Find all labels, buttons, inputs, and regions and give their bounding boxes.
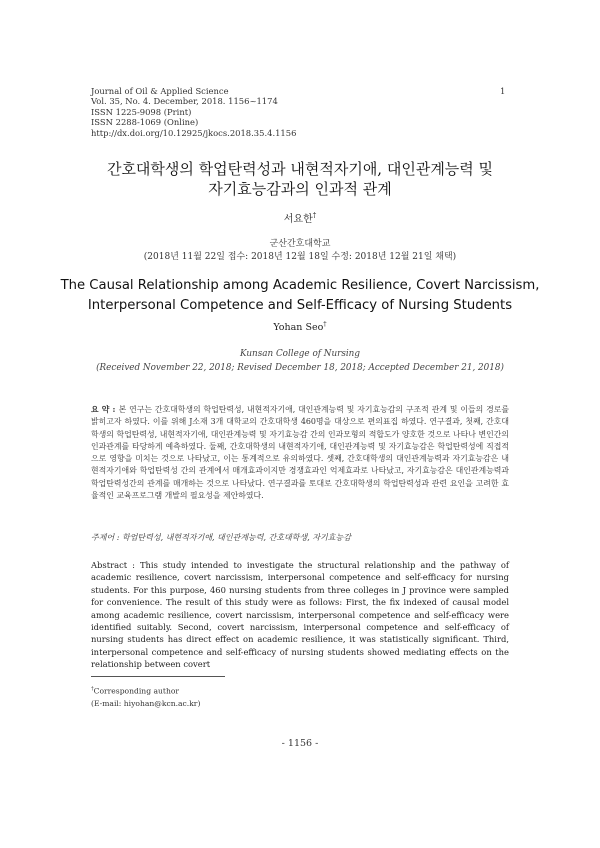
english-author-mark: †	[323, 320, 327, 328]
korean-affiliation-block	[0, 238, 600, 264]
korean-author	[0, 210, 600, 225]
korean-author-name: 서요한	[283, 214, 313, 225]
korean-affiliation: 군산간호대학교	[269, 239, 331, 249]
journal-name: Journal of Oil & Applied Science	[91, 86, 229, 96]
footnote	[91, 683, 200, 710]
footnote-mark: †	[91, 686, 94, 692]
english-abstract-label: Abstract :	[91, 560, 140, 570]
journal-volume: Vol. 35, No. 4. December, 2018. 1156~1174	[91, 96, 278, 107]
english-abstract	[91, 559, 509, 671]
korean-abstract	[91, 404, 509, 502]
english-title-line2: Interpersonal Competence and Self-Efficacy of Nursing Students	[87, 298, 513, 313]
footnote-divider	[91, 676, 225, 677]
journal-info	[91, 86, 296, 138]
korean-keywords: 주제어 : 학업탄력성, 내현적자기애, 대인관계능력, 간호대학생, 자기효능감	[91, 533, 351, 542]
korean-title	[0, 159, 600, 199]
issn-print: ISSN 1225-9098 (Print)	[91, 106, 192, 117]
korean-abstract-label: 요 약 :	[91, 405, 119, 414]
footnote-corresponding: Corresponding author	[93, 686, 180, 696]
korean-dates: (2018년 11월 22일 접수: 2018년 12월 18일 수정: 2018년 12월 21일 채택)	[143, 252, 457, 262]
issn-online: ISSN 2288-1069 (Online)	[91, 117, 199, 128]
english-title-line1: The Causal Relationship among Academic Resilience, Covert Narcissism,	[60, 278, 540, 293]
english-abstract-text: This study intended to investigate the structural relationship and the pathway of academic resilience, covert narcissism, interpersonal competence and self-efficacy for nursing students. For this purpose, 460 nursing students from three colleges in J province were sampled for convenience. The result of this study were as follows: First, the fix indexed of causal model among academic resilience, covert narcissism, interpersonal competence and self-efficacy were identified suitably. Second, covert narcissism, interpersonal competence and self-efficacy of nursing students has direct effect on academic resilience, it was statistically significant. Third, interpersonal competence and self-efficacy of nursing students showed mediating effects on the relationship between covert	[91, 560, 509, 670]
english-affiliation-block	[0, 347, 600, 375]
page-number: - 1156 -	[281, 738, 319, 749]
korean-author-mark: †	[312, 211, 317, 220]
english-author-name: Yohan Seo	[273, 322, 324, 334]
korean-title-line1: 간호대학생의 학업탄력성과 내현적자기애, 대인관계능력 및	[106, 160, 494, 178]
page-marker: 1	[500, 86, 506, 96]
english-author	[0, 320, 600, 333]
english-title	[0, 276, 600, 316]
english-affiliation: Kunsan College of Nursing	[240, 349, 360, 359]
footnote-email: (E-mail: hiyohan@kcn.ac.kr)	[91, 698, 201, 708]
doi-link[interactable]: http://dx.doi.org/10.12925/jkocs.2018.35.4.1156	[91, 127, 297, 138]
korean-abstract-text: 본 연구는 간호대학생의 학업탄력성, 내현적자기애, 대인관계능력 및 자기효능감의 구조적 관계 및 이들의 경로를 밝히고자 하였다. 이를 위해 J소재 3개 대학교의 간호대학생 460명을 대상으로 편의표집 하였다. 연구결과, 첫째, 간호대학생의 학업탄력성, 내현적자기애, 대인관계능력 및 자기효능감 간의 인과모형의 적합도가 양호한 것으로 나타나 변인간의 인과관계를 타당하게 예측하였다. 둘째, 간호대학생의 내현적자기애, 대인관계능력 및 자기효능감은 학업탄력성에 직접적으로 영향을 미치는 것으로 나타났고, 이는 통계적으로 유의하였다. 셋째, 간호대학생의 대인관계능력과 자기효능감은 내현적자기애와 학업탄력성 간의 관계에서 매개효과이지만 경쟁효과인 억제효과로 나타났고, 자기효능감은 대인관계능력과 학업탄력성간의 관계를 매개하는 것으로 나타났다. 연구결과를 토대로 간호대학생의 학업탄력성과 관련 요인을 고려한 효율적인 교육프로그램 개발의 필요성을 제안하였다.	[91, 405, 509, 501]
korean-title-line2: 자기효능감과의 인과적 관계	[208, 180, 392, 198]
english-dates: (Received November 22, 2018; Revised December 18, 2018; Accepted December 21, 2018)	[96, 363, 504, 373]
